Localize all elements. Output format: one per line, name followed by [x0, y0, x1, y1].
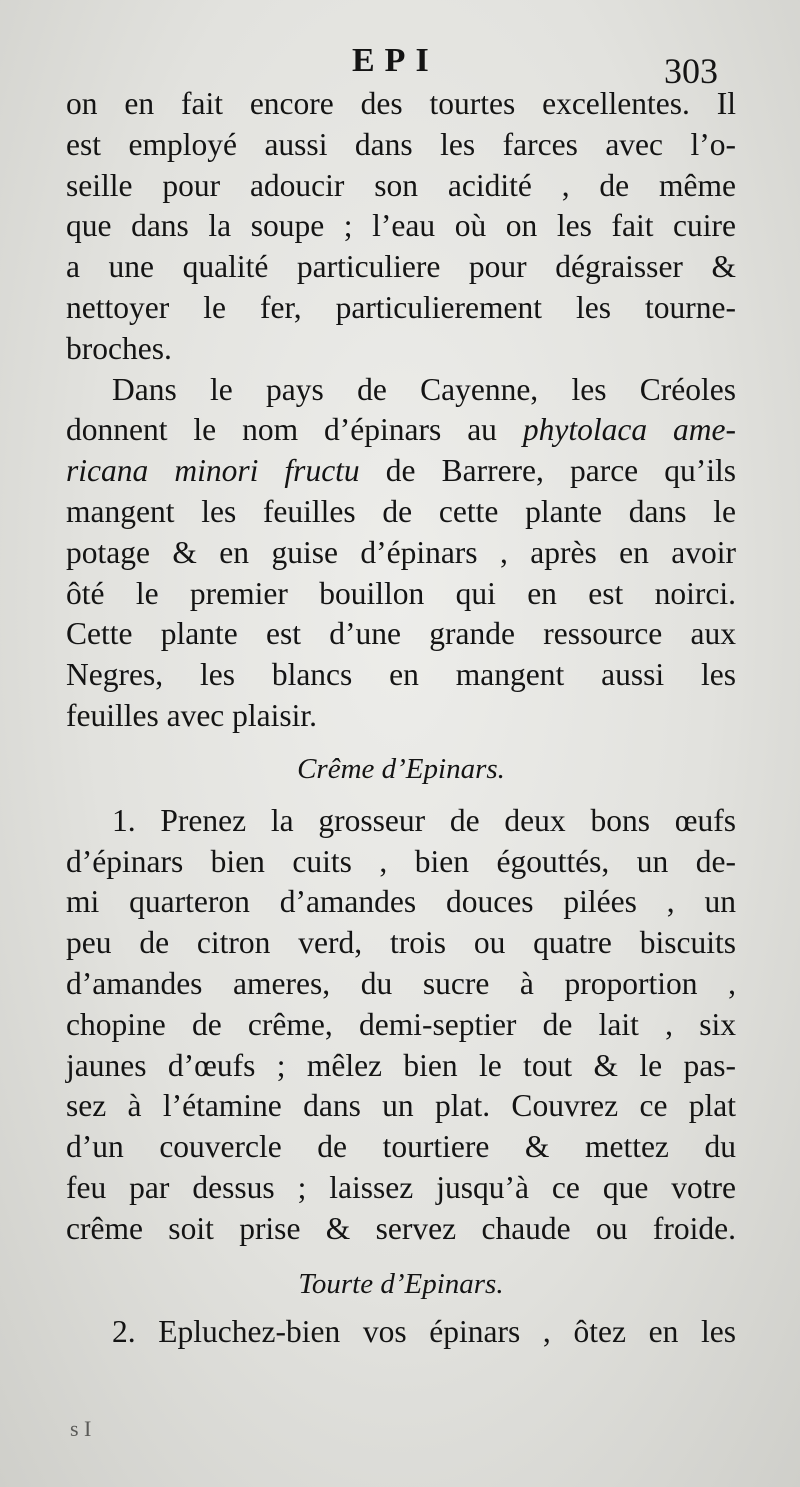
text-line: nettoyer le fer, particulierement les tourne-	[66, 289, 736, 325]
text-line: est employé aussi dans les farces avec l’o-	[66, 126, 736, 162]
signature-mark: s I	[70, 1416, 92, 1441]
body-text	[66, 84, 736, 1352]
text-line: seille pour adoucir son acidité , de même	[66, 167, 736, 203]
text-line: d’amandes ameres, du sucre à proportion ,	[66, 965, 736, 1001]
text-line: ôté le premier bouillon qui en est noirci.	[66, 575, 736, 611]
text-line: peu de citron verd, trois ou quatre biscuits	[66, 925, 736, 961]
text-line: a une qualité particuliere pour dégraisser &	[66, 249, 736, 285]
text-line: d’un couvercle de tourtiere & mettez du	[66, 1129, 736, 1165]
section-heading-tourte: Tourte d’Epinars.	[298, 1267, 504, 1300]
text-segment: donnent le nom d’épinars au	[66, 412, 523, 448]
recipe-2	[66, 1312, 736, 1353]
text-line: potage & en guise d’épinars , après en avoir	[66, 534, 736, 570]
text-line: feu par dessus ; laissez jusqu’à ce que votre	[66, 1169, 736, 1205]
text-line: Negres, les blancs en mangent aussi les	[66, 657, 736, 693]
section-heading-creme: Crême d’Epinars.	[297, 752, 505, 785]
recipe-1	[66, 801, 736, 1250]
text-line: Dans le pays de Cayenne, les Créoles	[112, 371, 736, 407]
paragraph-2	[66, 370, 736, 737]
italic-term: phytolaca ame-	[522, 412, 737, 448]
text-line: Cette plante est d’une grande ressource aux	[66, 616, 736, 652]
text-line: on en fait encore des tourtes excellentes. Il	[66, 86, 736, 121]
text-line: feuilles avec plaisir.	[66, 697, 318, 733]
italic-term: ricana minori fructu	[66, 453, 360, 489]
text-line: mangent les feuilles de cette plante dans le	[66, 493, 736, 529]
text-segment: de Barrere, parce qu’ils	[359, 453, 737, 489]
text-line: d’épinars bien cuits , bien égouttés, un de-	[66, 843, 736, 879]
paragraph-1	[66, 84, 736, 370]
text-line	[66, 451, 736, 492]
text-line: que dans la soupe ; l’eau où on les fait cuire	[66, 208, 736, 244]
running-head: EPI	[352, 42, 439, 79]
page-number: 303	[664, 51, 718, 91]
text-line: crême soit prise & servez chaude ou froide.	[66, 1210, 736, 1246]
text-line	[66, 410, 736, 451]
text-line: 1. Prenez la grosseur de deux bons œufs	[112, 802, 736, 838]
text-line: jaunes d’œufs ; mêlez bien le tout & le pas-	[66, 1047, 736, 1083]
text-line: sez à l’étamine dans un plat. Couvrez ce plat	[66, 1088, 736, 1124]
text-line: 2. Epluchez-bien vos épinars , ôtez en les	[112, 1313, 736, 1349]
text-line: mi quarteron d’amandes douces pilées , un	[66, 884, 736, 920]
text-line: broches.	[66, 330, 172, 366]
text-line: chopine de crême, demi-septier de lait , six	[66, 1006, 736, 1042]
